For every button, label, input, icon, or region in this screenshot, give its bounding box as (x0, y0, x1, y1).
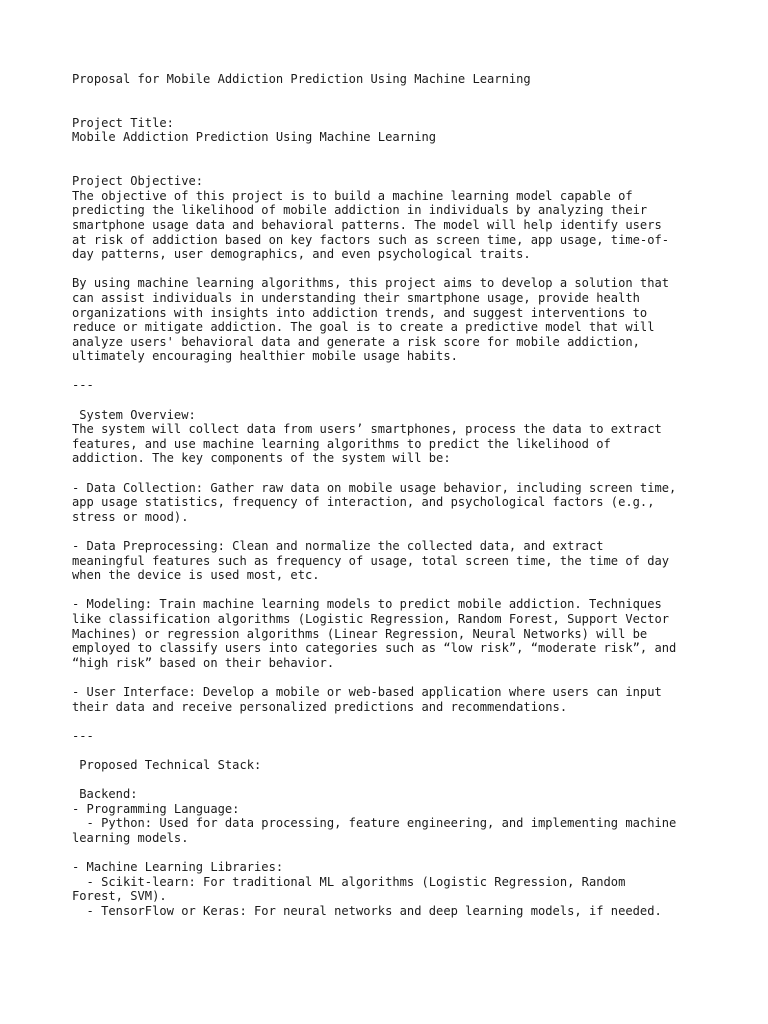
text-line: “high risk” based on their behavior. (72, 655, 335, 670)
system-overview-label: System Overview: (72, 407, 196, 422)
separator: --- (72, 728, 94, 743)
project-objective-label: Project Objective: (72, 174, 204, 189)
text-line: employed to classify users into categories such as “low risk”, “moderate risk”, and (72, 641, 677, 656)
project-title-label: Project Title: (72, 115, 174, 130)
component-data-preprocessing (72, 539, 712, 583)
objective-paragraph-2 (72, 276, 712, 364)
objective-paragraph-1 (72, 189, 712, 262)
text-line: learning models. (72, 830, 189, 845)
separator: --- (72, 378, 94, 393)
text-line: Forest, SVM). (72, 889, 167, 904)
text-line: when the device is used most, etc. (72, 568, 320, 583)
text-line: addiction. The key components of the system will be: (72, 451, 451, 466)
text-line: - Scikit-learn: For traditional ML algorithms (Logistic Regression, Random (72, 874, 626, 889)
component-user-interface (72, 685, 712, 714)
project-title-value: Mobile Addiction Prediction Using Machine Learning (72, 130, 437, 145)
text-line: - Machine Learning Libraries: (72, 860, 284, 875)
text-line: can assist individuals in understanding their smartphone usage, provide health (72, 290, 640, 305)
text-line: features, and use machine learning algorithms to predict the likelihood of (72, 436, 611, 451)
text-line: - Python: Used for data processing, feature engineering, and implementing machine (72, 816, 677, 831)
component-data-collection (72, 481, 712, 525)
text-line: organizations with insights into addiction trends, and suggest interventions to (72, 305, 648, 320)
component-modeling (72, 597, 712, 670)
overview-intro (72, 422, 712, 466)
text-line: - Data Collection: Gather raw data on mobile usage behavior, including screen time, (72, 480, 677, 495)
text-line: ultimately encouraging healthier mobile usage habits. (72, 349, 458, 364)
text-line: meaningful features such as frequency of usage, total screen time, the time of day (72, 553, 670, 568)
text-line: The system will collect data from users’ smartphones, process the data to extract (72, 422, 662, 437)
text-line: - TensorFlow or Keras: For neural networks and deep learning models, if needed. (72, 903, 662, 918)
technical-stack-label: Proposed Technical Stack: (72, 757, 262, 772)
ml-libraries-section (72, 860, 712, 918)
document-heading: Proposal for Mobile Addiction Prediction Using Machine Learning (72, 72, 531, 86)
text-line: reduce or mitigate addiction. The goal is to create a predictive model that will (72, 320, 655, 335)
text-line: at risk of addiction based on key factors such as screen time, app usage, time-of- (72, 232, 670, 247)
text-line: day patterns, user demographics, and even psychological traits. (72, 247, 531, 262)
text-line: their data and receive personalized predictions and recommendations. (72, 699, 568, 714)
text-line: - Modeling: Train machine learning models to predict mobile addiction. Techniques (72, 597, 662, 612)
text-line: - Programming Language: (72, 801, 240, 816)
programming-language-section (72, 802, 712, 846)
text-line: stress or mood). (72, 509, 189, 524)
text-line: smartphone usage data and behavioral patterns. The model will help identify users (72, 217, 662, 232)
text-line: Machines) or regression algorithms (Linear Regression, Neural Networks) will be (72, 626, 648, 641)
text-line: - User Interface: Develop a mobile or web-based application where users can input (72, 684, 662, 699)
text-line: By using machine learning algorithms, this project aims to develop a solution that (72, 276, 670, 291)
text-line: - Data Preprocessing: Clean and normalize the collected data, and extract (72, 539, 604, 553)
text-line: The objective of this project is to build a machine learning model capable of (72, 188, 633, 203)
text-line: app usage statistics, frequency of interaction, and psychological factors (e.g., (72, 495, 655, 510)
text-line: like classification algorithms (Logistic Regression, Random Forest, Support Vector (72, 611, 670, 626)
text-line: analyze users' behavioral data and generate a risk score for mobile addiction, (72, 334, 640, 349)
text-line: predicting the likelihood of mobile addiction in individuals by analyzing their (72, 203, 648, 218)
backend-label: Backend: (72, 787, 138, 802)
document-page (72, 72, 712, 918)
